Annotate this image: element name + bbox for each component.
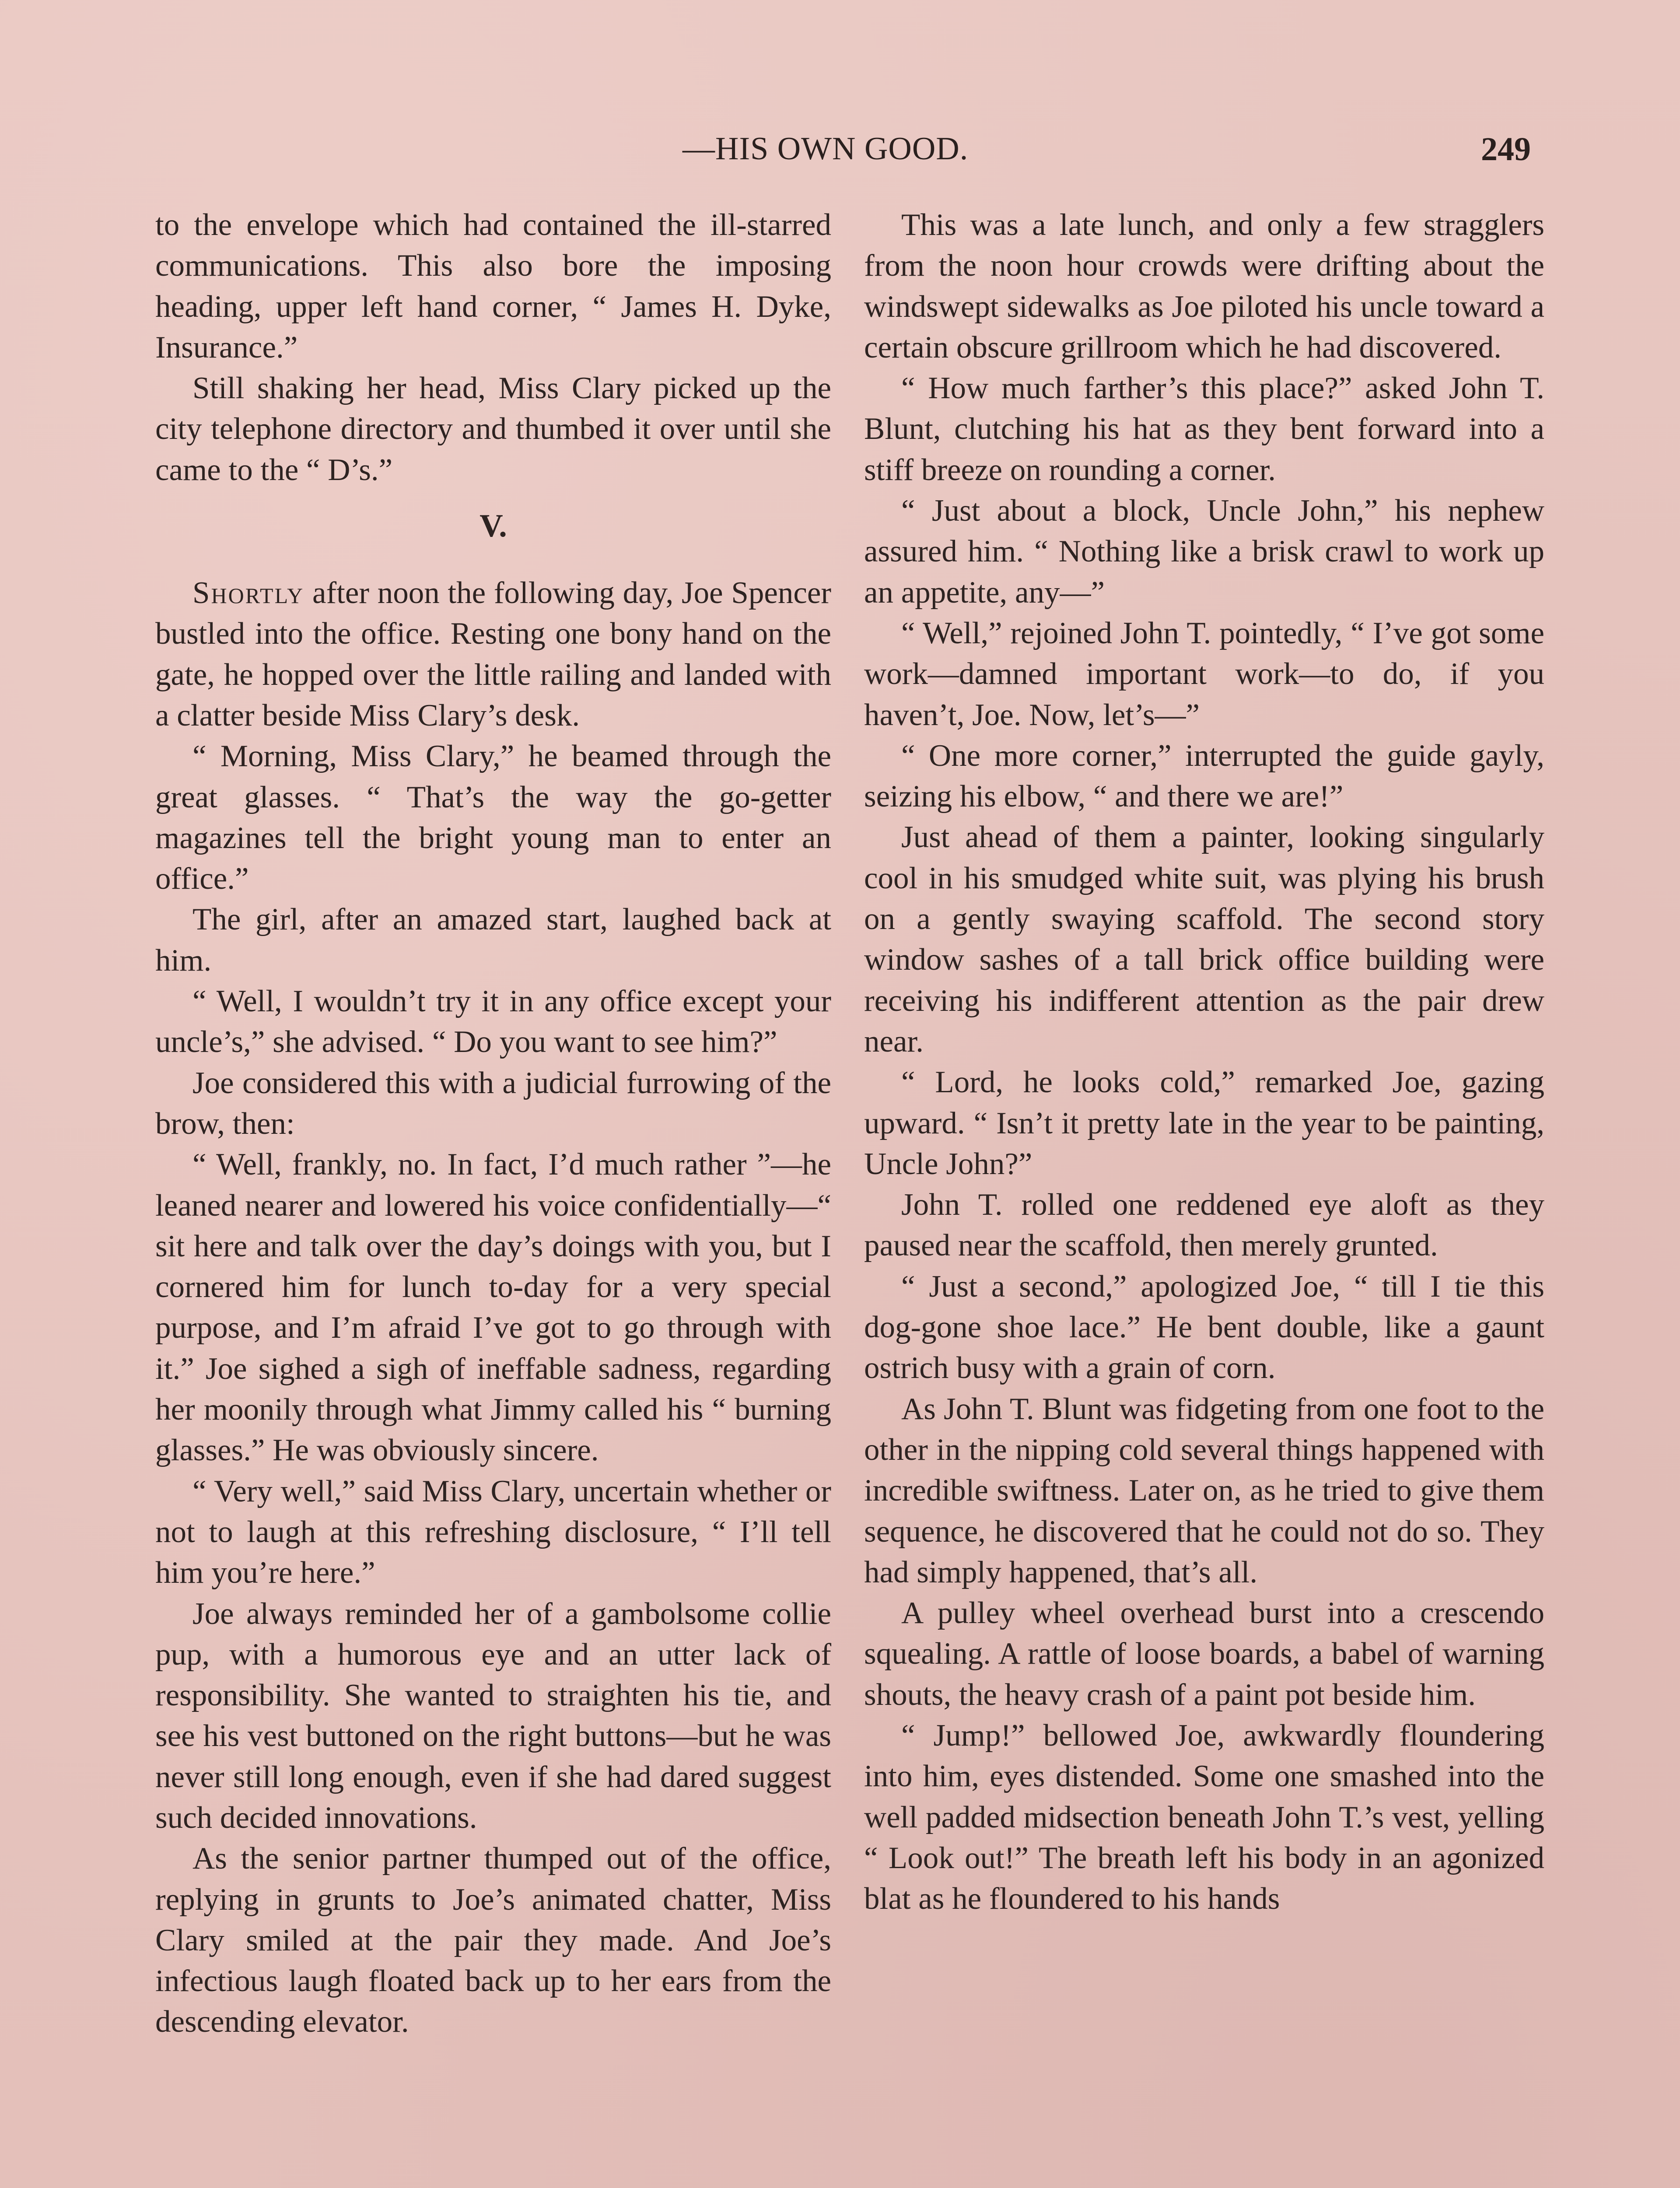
- paragraph: “ Lord, he looks cold,” remarked Joe, gazing upward. “ Isn’t it pretty late in the year to be painting, Uncle John?”: [864, 1065, 1544, 1181]
- paragraph: Joe considered this with a judicial furrowing of the brow, then:: [155, 1066, 831, 1141]
- paragraph: A pulley wheel overhead burst into a crescendo squealing. A rattle of loose boards, a babel of warning shouts, the heavy crash of a paint pot beside him.: [864, 1596, 1544, 1712]
- paragraph: “ Just a second,” apologized Joe, “ till I tie this dog-gone shoe lace.” He bent double, like a gaunt ostrich busy with a grain of corn.: [864, 1269, 1544, 1385]
- paragraph: “ Well, frankly, no. In fact, I’d much rather ”—he leaned nearer and lowered his voice confidentially—“ sit here and talk over the day’s doings with you, but I cornered him for lunch to-day for a very special purpose, and I’m afraid I’ve got to go through with it.” Joe sighed a sigh of ineffable sadness, regarding her moonily through what Jimmy called his “ burning glasses.” He was obviously sincere.: [155, 1147, 831, 1468]
- paragraph: Still shaking her head, Miss Clary picked up the city telephone directory and thumbed it over until she came to the “ D’s.”: [155, 371, 831, 487]
- paragraph: “ One more corner,” interrupted the guide gayly, seizing his elbow, “ and there we are!”: [864, 738, 1544, 814]
- paragraph: As John T. Blunt was fidgeting from one foot to the other in the nipping cold several things happened with incredible swiftness. Later on, as he tried to give them sequence, he discovered that he could not do so. They had simply happened, that’s all.: [864, 1392, 1544, 1589]
- lead-word: Shortly: [192, 576, 304, 610]
- paragraph: Joe always reminded her of a gambolsome collie pup, with a humorous eye and an utter lack of responsibility. She wanted to straighten his tie, and see his vest buttoned on the right buttons—but he was never still long enough, even if she had dared suggest such decided innovations.: [155, 1596, 831, 1835]
- paragraph: to the envelope which had contained the ill-starred communications. This also bore the imposing heading, upper left hand corner, “ James H. Dyke, Insurance.”: [155, 208, 831, 365]
- section-heading: V.: [480, 508, 507, 544]
- paragraph: The girl, after an amazed start, laughed back at him.: [155, 902, 831, 978]
- paragraph: As the senior partner thumped out of the office, replying in grunts to Joe’s animated chatter, Miss Clary smiled at the pair they made. And Joe’s infectious laugh floated back up to her ears from the descending elevator.: [155, 1841, 831, 2039]
- page-number: 249: [1481, 131, 1531, 168]
- paragraph: “ Well,” rejoined John T. pointedly, “ I’ve got some work—damned important work—to do, if you haven’t, Joe. Now, let’s—”: [864, 616, 1544, 732]
- paragraph: Just ahead of them a painter, looking singularly cool in his smudged white suit, was plying his brush on a gently swaying scaffold. The second story window sashes of a tall brick office building were receiving his indifferent attention as the pair drew near.: [864, 820, 1544, 1059]
- paragraph: “ How much farther’s this place?” asked John T. Blunt, clutching his hat as they bent forward into a stiff breeze on rounding a corner.: [864, 371, 1544, 487]
- paragraph: “ Very well,” said Miss Clary, uncertain whether or not to laugh at this refreshing disclosure, “ I’ll tell him you’re here.”: [155, 1474, 831, 1590]
- paragraph: “ Jump!” bellowed Joe, awkwardly floundering into him, eyes distended. Some one smashed into the well padded midsection beneath John T.’s vest, yelling “ Look out!” The breath left his body in an agonized blat as he floundered to his hands: [864, 1718, 1544, 1916]
- right-text-column: [864, 205, 1544, 1919]
- paragraph: John T. rolled one reddened eye aloft as they paused near the scaffold, then merely grunted.: [864, 1188, 1544, 1263]
- left-text-column: [155, 205, 831, 2043]
- paragraph: “ Morning, Miss Clary,” he beamed through the great glasses. “ That’s the way the go-getter magazines tell the bright young man to enter an office.”: [155, 739, 831, 896]
- paragraph-text: after noon the following day, Joe Spencer bustled into the office. Resting one bony hand on the gate, he hopped over the little railing and landed with a clatter beside Miss Clary’s desk.: [155, 576, 831, 733]
- paragraph: This was a late lunch, and only a few stragglers from the noon hour crowds were drifting about the windswept sidewalks as Joe piloted his uncle toward a certain obscure grillroom which he had discovered.: [864, 208, 1544, 365]
- paragraph: “ Just about a block, Uncle John,” his nephew assured him. “ Nothing like a brisk crawl to work up an appetite, any—”: [864, 494, 1544, 610]
- paragraph: [155, 573, 831, 736]
- paragraph: “ Well, I wouldn’t try it in any office except your uncle’s,” she advised. “ Do you want to see him?”: [155, 984, 831, 1059]
- running-title: —HIS OWN GOOD.: [682, 131, 969, 167]
